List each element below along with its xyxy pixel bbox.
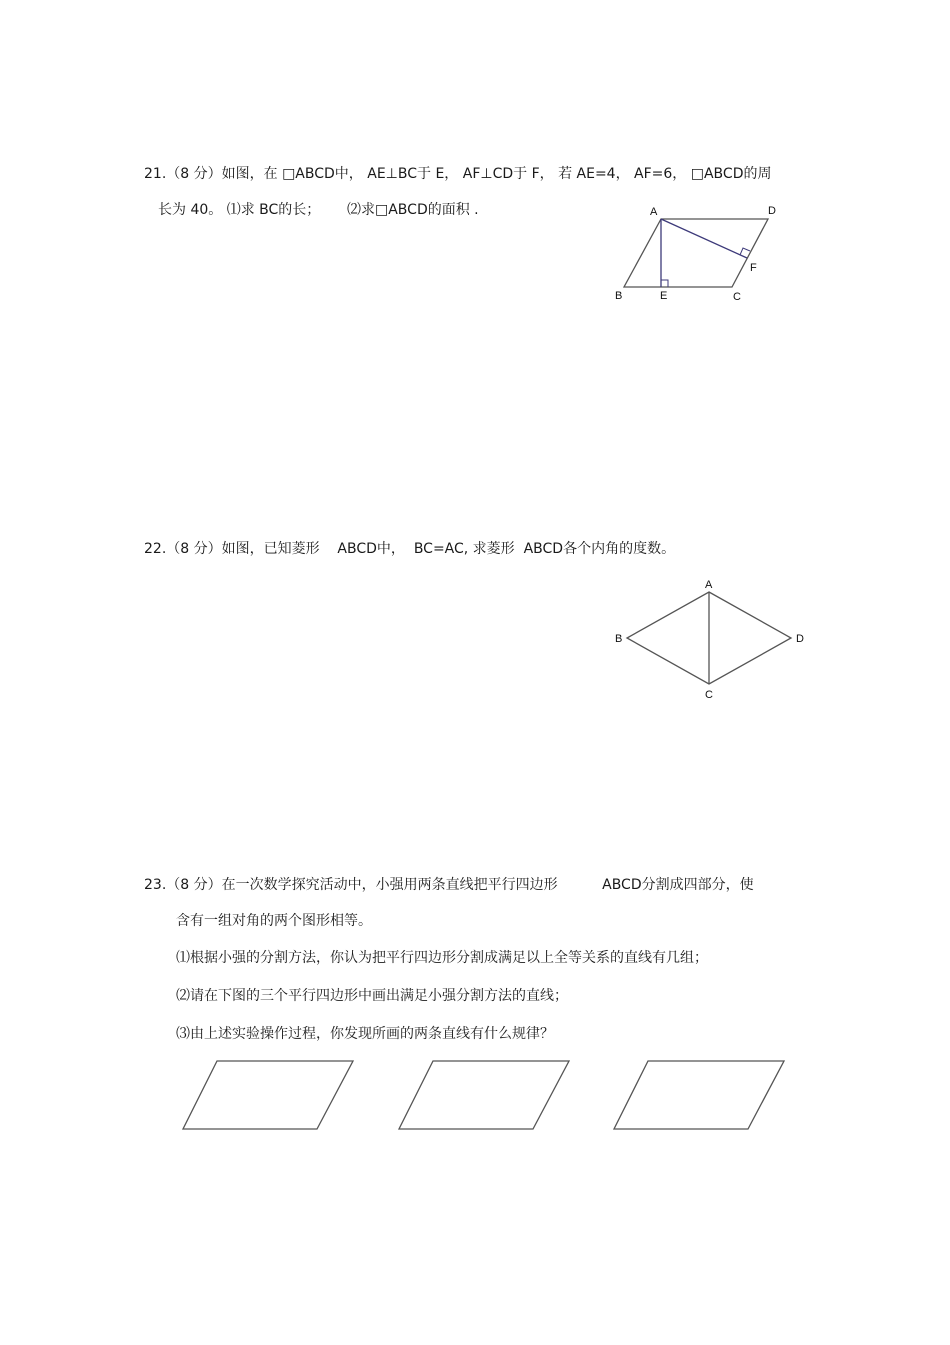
q22-text-line1: 22.（8 分）如图，已知菱形 ABCD中， BC=AC, 求菱形 ABCD各个内角的度数。 xyxy=(144,541,676,557)
q23-text-line1: 23.（8 分）在一次数学探究活动中，小强用两条直线把平行四边形 ABCD分割成四部分，使 xyxy=(144,877,754,893)
q21-right-angle-f xyxy=(740,248,750,255)
q23-part3: ⑶由上述实验操作过程，你发现所画的两条直线有什么规律？ xyxy=(176,1026,554,1042)
q21-parallelogram xyxy=(624,219,768,287)
q21-parallelogram-figure xyxy=(605,198,825,308)
q23-parallelogram-2 xyxy=(399,1061,569,1129)
q23-part2: ⑵请在下图的三个平行四边形中画出满足小强分割方法的直线； xyxy=(176,988,568,1004)
q23-part1: ⑴根据小强的分割方法，你认为把平行四边形分割成满足以上全等关系的直线有几组； xyxy=(176,950,708,966)
q21-label-d: D xyxy=(768,205,776,217)
q21-label-b: B xyxy=(615,290,623,302)
q21-text-line1: 21.（8 分）如图，在 □ABCD中， AE⊥BC于 E， AF⊥CD于 F， 若 AE=4， AF=6， □ABCD的周 xyxy=(144,166,772,182)
q21-label-e: E xyxy=(660,290,668,302)
q21-label-c: C xyxy=(733,291,741,303)
q22-rhombus-figure xyxy=(605,574,825,704)
q23-parallelogram-1 xyxy=(183,1061,353,1129)
q21-altitude-af xyxy=(661,219,747,258)
q22-label-a: A xyxy=(705,579,713,591)
q22-label-d: D xyxy=(796,633,804,645)
q23-parallelogram-figures xyxy=(175,1055,805,1135)
q21-label-a: A xyxy=(650,206,658,218)
q23-text-line2: 含有一组对角的两个图形相等。 xyxy=(176,913,372,929)
q21-right-angle-e xyxy=(661,280,668,287)
q21-text-line2: 长为 40。 ⑴求 BC的长； ⑵求□ABCD的面积 . xyxy=(158,202,479,218)
q22-label-c: C xyxy=(705,689,713,701)
q23-parallelogram-3 xyxy=(614,1061,784,1129)
q21-label-f: F xyxy=(750,262,757,274)
q22-label-b: B xyxy=(615,633,623,645)
